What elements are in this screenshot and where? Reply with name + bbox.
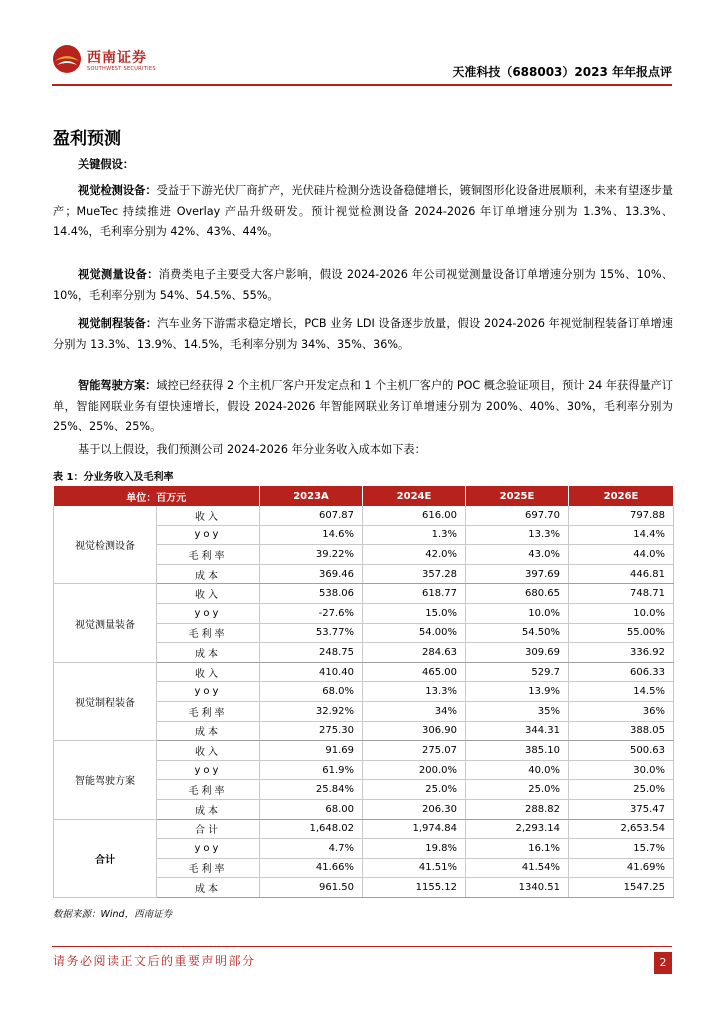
segment-cell: 视觉测量装备 [54,584,157,662]
metric-cell: 成本 [157,878,260,898]
table-header-2026e: 2026E [569,486,674,506]
metric-cell: 毛利率 [157,780,260,800]
paragraph-inspection [53,181,673,243]
value-cell: 385.10 [466,741,569,761]
paragraph-measurement [53,265,673,306]
table-row [54,584,674,604]
table-row [54,741,674,761]
value-cell: 43.0% [466,545,569,565]
value-cell: 200.0% [363,760,466,780]
metric-cell: 毛利率 [157,858,260,878]
footer-disclaimer: 请务必阅读正文后的重要声明部分 [53,954,256,968]
value-cell: 36% [569,701,674,721]
value-cell: 32.92% [260,701,363,721]
value-cell: 344.31 [466,721,569,741]
table-title: 表 1：分业务收入及毛利率 [53,472,174,483]
value-cell: 53.77% [260,623,363,643]
value-cell: 397.69 [466,564,569,584]
value-cell: 616.00 [363,506,466,525]
logo-chinese-name: 西南证券 [87,50,147,66]
value-cell: 306.90 [363,721,466,741]
value-cell: 500.63 [569,741,674,761]
value-cell: 410.40 [260,662,363,682]
segment-cell: 合计 [54,819,157,897]
value-cell: 39.22% [260,545,363,565]
page-header [0,0,724,90]
table-header-2025e: 2025E [466,486,569,506]
value-cell: 357.28 [363,564,466,584]
metric-cell: 毛利率 [157,545,260,565]
value-cell: 375.47 [569,799,674,819]
value-cell: 1547.25 [569,878,674,898]
value-cell: 68.00 [260,799,363,819]
metric-cell: 收入 [157,741,260,761]
value-cell: 91.69 [260,741,363,761]
value-cell: 388.05 [569,721,674,741]
summary-text: 基于以上假设，我们预测公司 2024-2026 年分业务收入成本如下表： [78,443,426,456]
value-cell: 275.30 [260,721,363,741]
segment-cell: 视觉检测设备 [54,506,157,584]
value-cell: 1.3% [363,525,466,545]
value-cell: 4.7% [260,839,363,859]
header-divider [52,84,672,86]
segment-cell: 智能驾驶方案 [54,741,157,819]
paragraph-label: 视觉检测设备： [78,184,157,197]
metric-cell: 合计 [157,819,260,839]
value-cell: 41.54% [466,858,569,878]
data-source: 数据来源：Wind，西南证券 [53,909,173,920]
value-cell: 44.0% [569,545,674,565]
value-cell: 2,293.14 [466,819,569,839]
value-cell: 68.0% [260,682,363,702]
report-title: 天准科技（688003）2023 年年报点评 [452,65,672,79]
value-cell: 606.33 [569,662,674,682]
company-logo-icon [52,44,82,74]
table-row [54,662,674,682]
table-header-2024e: 2024E [363,486,466,506]
value-cell: 10.0% [569,603,674,623]
value-cell: 61.9% [260,760,363,780]
value-cell: 206.30 [363,799,466,819]
metric-cell: 收入 [157,584,260,604]
value-cell: 13.3% [363,682,466,702]
value-cell: 19.8% [363,839,466,859]
value-cell: 538.06 [260,584,363,604]
metric-cell: yoy [157,603,260,623]
value-cell: 465.00 [363,662,466,682]
value-cell: 30.0% [569,760,674,780]
value-cell: 13.9% [466,682,569,702]
paragraph-label: 智能驾驶方案： [78,379,157,392]
segment-cell: 视觉制程装备 [54,662,157,740]
value-cell: 14.4% [569,525,674,545]
metric-cell: yoy [157,682,260,702]
metric-cell: yoy [157,525,260,545]
value-cell: 1,648.02 [260,819,363,839]
value-cell: 748.71 [569,584,674,604]
value-cell: 961.50 [260,878,363,898]
metric-cell: 毛利率 [157,623,260,643]
value-cell: 1340.51 [466,878,569,898]
value-cell: 42.0% [363,545,466,565]
value-cell: 336.92 [569,643,674,663]
value-cell: -27.6% [260,603,363,623]
page-number: 2 [654,952,672,974]
value-cell: 607.87 [260,506,363,525]
value-cell: 35% [466,701,569,721]
value-cell: 369.46 [260,564,363,584]
value-cell: 16.1% [466,839,569,859]
metric-cell: 收入 [157,506,260,525]
footer-divider [52,946,672,947]
metric-cell: 成本 [157,643,260,663]
metric-cell: 成本 [157,799,260,819]
value-cell: 40.0% [466,760,569,780]
value-cell: 25.0% [363,780,466,800]
table-header-row [54,486,674,506]
value-cell: 2,653.54 [569,819,674,839]
value-cell: 15.0% [363,603,466,623]
value-cell: 1,974.84 [363,819,466,839]
value-cell: 309.69 [466,643,569,663]
metric-cell: yoy [157,839,260,859]
value-cell: 15.7% [569,839,674,859]
metric-cell: 毛利率 [157,701,260,721]
value-cell: 25.0% [466,780,569,800]
value-cell: 34% [363,701,466,721]
paragraph-label: 视觉制程装备： [78,317,158,330]
value-cell: 54.00% [363,623,466,643]
value-cell: 41.69% [569,858,674,878]
value-cell: 680.65 [466,584,569,604]
paragraph-body: 消费类电子主要受大客户影响，假设 2024-2026 年公司视觉测量设备订单增速分别为 15%、10%、10%，毛利率分别为 54%、54.5%、55%。 [53,268,673,302]
value-cell: 697.70 [466,506,569,525]
value-cell: 284.63 [363,643,466,663]
section-title: 盈利预测 [53,129,121,149]
metric-cell: yoy [157,760,260,780]
table-row [54,506,674,525]
paragraph-body: 域控已经获得 2 个主机厂客户开发定点和 1 个主机厂客户的 POC 概念验证项目，预计 24 年获得量产订单，智能网联业务有望快速增长，假设 2024-2026 年智能网联业务订单增速分别为 200%、40%、30%，毛利率分别为 25%、25%、25%。 [53,379,673,433]
value-cell: 529.7 [466,662,569,682]
value-cell: 41.51% [363,858,466,878]
metric-cell: 收入 [157,662,260,682]
value-cell: 54.50% [466,623,569,643]
paragraph-body: 受益于下游光伏厂商扩产，光伏硅片检测分选设备稳健增长，镀铜图形化设备进展顺利，未来有望逐步量产；MueTec 持续推进 Overlay 产品升级研发。预计视觉检测设备 2024-2026 年订单增速分别为 1.3%、13.3%、14.4%，毛利率分别为 42%、43%、44%。 [53,184,673,238]
metric-cell: 成本 [157,721,260,741]
table-header-unit: 单位：百万元 [54,486,260,506]
value-cell: 446.81 [569,564,674,584]
table-row [54,819,674,839]
value-cell: 14.6% [260,525,363,545]
revenue-table [53,486,674,898]
value-cell: 275.07 [363,741,466,761]
key-assumptions-label [78,155,673,176]
paragraph-autodrive [53,376,673,438]
paragraph-body: 汽车业务下游需求稳定增长，PCB 业务 LDI 设备逐步放量，假设 2024-2026 年视觉制程装备订单增速分别为 13.3%、13.9%、14.5%，毛利率分别为 34%、35%、36%。 [53,317,673,351]
value-cell: 25.84% [260,780,363,800]
value-cell: 1155.12 [363,878,466,898]
value-cell: 14.5% [569,682,674,702]
value-cell: 288.82 [466,799,569,819]
metric-cell: 成本 [157,564,260,584]
value-cell: 248.75 [260,643,363,663]
value-cell: 41.66% [260,858,363,878]
paragraph-label: 视觉测量设备： [78,268,159,281]
value-cell: 10.0% [466,603,569,623]
value-cell: 797.88 [569,506,674,525]
key-assumptions-text: 关键假设： [78,158,134,171]
logo-english-name: SOUTHWEST SECURITIES [87,66,156,72]
value-cell: 55.00% [569,623,674,643]
paragraph-process [53,314,673,355]
value-cell: 13.3% [466,525,569,545]
value-cell: 618.77 [363,584,466,604]
value-cell: 25.0% [569,780,674,800]
table-header-2023a: 2023A [260,486,363,506]
